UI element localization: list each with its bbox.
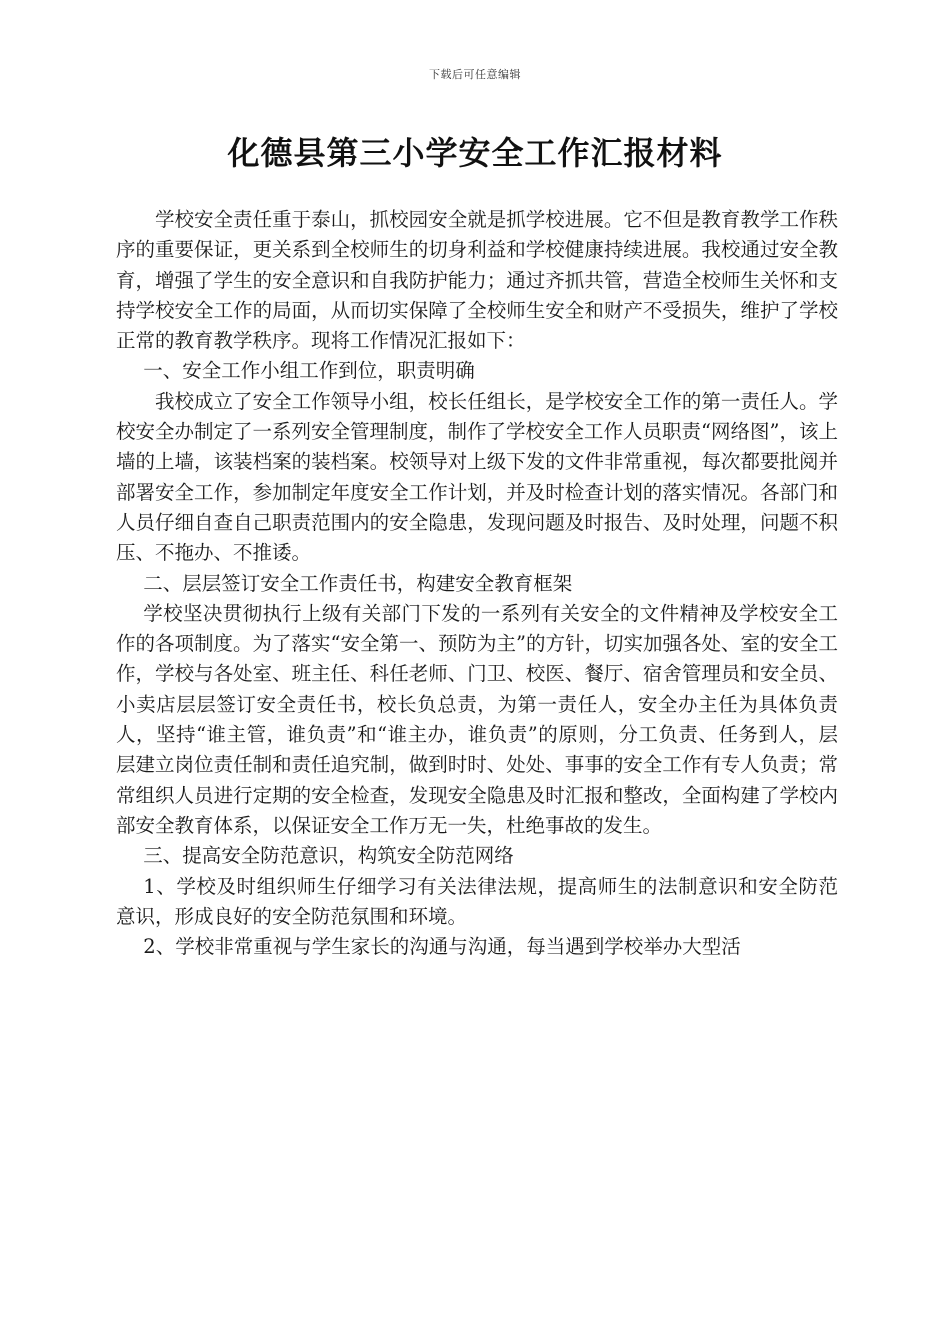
section-heading-1: 一、安全工作小组工作到位，职责明确 (143, 359, 475, 383)
paragraph-intro: 学校安全责任重于泰山，抓校园安全就是抓学校进展。它不但是教育教学工作秩序的重要保证，更关系到全校师生的切身利益和学校健康持续进展。我校通过安全教育，增强了学生的安全意识和自我防护能力；通过齐抓共管，营造全校师生关怀和支持学校安全工作的局面，从而切实保障了全校师生安全和财产不受损失，维护了学校正常的教育教学秩序。现将工作情况汇报如下： (116, 208, 838, 353)
header-note: 下载后可任意编辑 (429, 68, 521, 81)
section-heading-3: 三、提高安全防范意识，构筑安全防范网络 (143, 844, 514, 868)
document-title: 化德县第三小学安全工作汇报材料 (227, 134, 723, 172)
list-item-2: 2、学校非常重视与学生家长的沟通与沟通，每当遇到学校举办大型活 (143, 935, 741, 959)
section-heading-2: 二、层层签订安全工作责任书，构建安全教育框架 (143, 571, 573, 595)
list-item-1: 1、学校及时组织师生仔细学习有关法律法规，提高师生的法制意识和安全防范意识，形成良好的安全防范氛围和环境。 (116, 874, 838, 928)
document-body (116, 205, 838, 962)
paragraph-section-1: 我校成立了安全工作领导小组，校长任组长，是学校安全工作的第一责任人。学校安全办制定了一系列安全管理制度，制作了学校安全工作人员职责“网络图”，该上墙的上墙，该装档案的装档案。校领导对上级下发的文件非常重视，每次都要批阅并部署安全工作，参加制定年度安全工作计划，并及时检查计划的落实情况。各部门和人员仔细自查自己职责范围内的安全隐患，发现问题及时报告、及时处理，问题不积压、不拖办、不推诿。 (116, 389, 838, 565)
paragraph-section-2: 学校坚决贯彻执行上级有关部门下发的一系列有关安全的文件精神及学校安全工作的各项制度。为了落实“安全第一、预防为主”的方针，切实加强各处、室的安全工作，学校与各处室、班主任、科任老师、门卫、校医、餐厅、宿舍管理员和安全员、小卖店层层签订安全责任书，校长负总责，为第一责任人，安全办主任为具体负责人，坚持“谁主管，谁负责”和“谁主办，谁负责”的原则，分工负责、任务到人，层层建立岗位责任制和责任追究制，做到时时、处处、事事的安全工作有专人负责；常常组织人员进行定期的安全检查，发现安全隐患及时汇报和整改，全面构建了学校内部安全教育体系，以保证安全工作万无一失，杜绝事故的发生。 (116, 601, 838, 837)
